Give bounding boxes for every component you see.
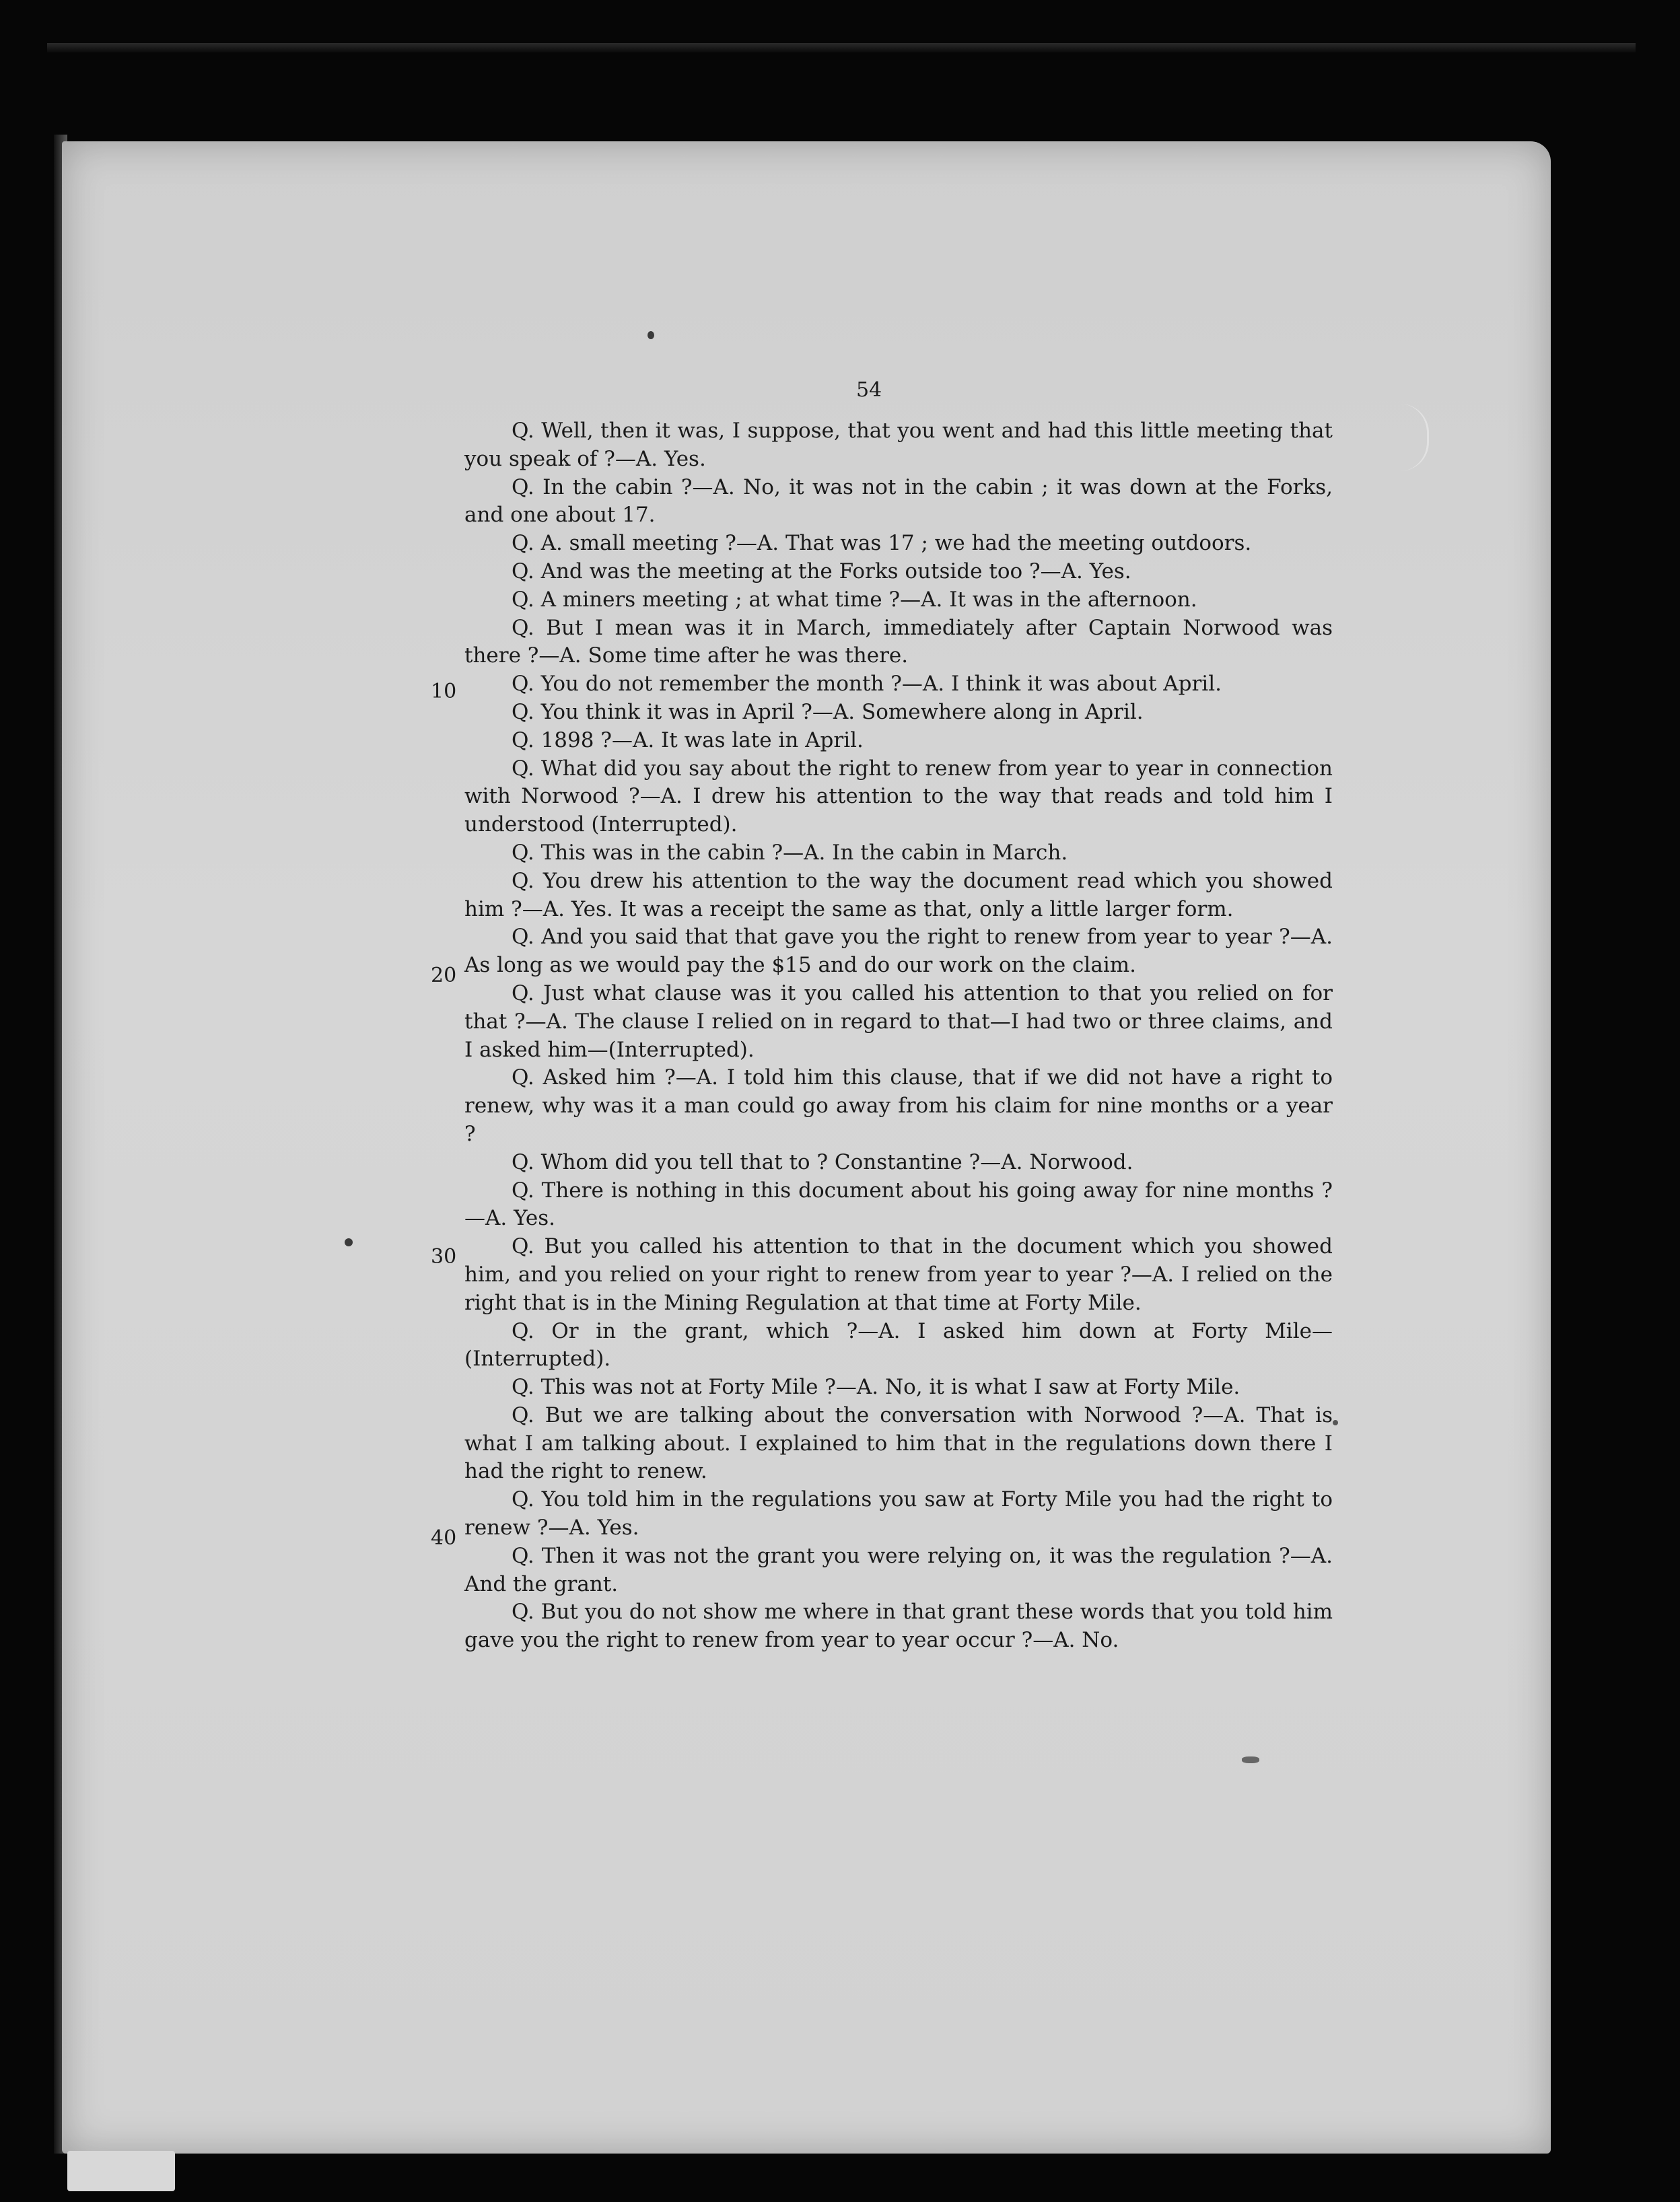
paragraph: Q. Asked him ?—A. I told him this clause, that if we did not have a right to renew, why was it a man could go away from his claim for nine months or a year ? (464, 1065, 1333, 1146)
scan-corner-mark (67, 2151, 175, 2191)
paragraph: Q. Whom did you tell that to ? Constantine ?—A. Norwood. (512, 1149, 1133, 1174)
line-number-20: 20 (431, 964, 457, 987)
paragraph: Q. What did you say about the right to renew from year to year in connection with Norwood ?—A. I drew his attention to the way that reads and told him I understood (Interrupted). (464, 756, 1333, 837)
paragraph: Q. And was the meeting at the Forks outside too ?—A. Yes. (512, 559, 1131, 583)
paragraph: Q. But we are talking about the conversation with Norwood ?—A. That is what I am talking about. I explained to him that in the regulations down there I had the right to renew. (464, 1402, 1333, 1484)
paragraph: Q. And you said that that gave you the right to renew from year to year ?—A. As long as we would pay the $15 and do our work on the claim. (464, 925, 1333, 978)
ink-spot (648, 331, 654, 339)
paragraph: Q. You do not remember the month ?—A. I think it was about April. (512, 672, 1222, 697)
paragraph: Q. In the cabin ?—A. No, it was not in the cabin ; it was down at the Forks, and one about 17. (464, 474, 1333, 528)
line-number-30: 30 (431, 1245, 457, 1269)
paragraph: Q. Just what clause was it you called his attention to that you relied on for that ?—A. The clause I relied on in regard to that—I had two or three claims, and I asked him—(Interrupted). (464, 981, 1333, 1062)
paragraph: Q. But you do not show me where in that grant these words that you told him gave you the right to renew from year to year occur ?—A. No. (464, 1600, 1333, 1653)
paragraph: Q. You drew his attention to the way the document read which you showed him ?—A. Yes. It was a receipt the same as that, only a little larger form. (464, 868, 1333, 921)
paragraph: Q. But you called his attention to that in the document which you showed him, and you relied on your right to renew from year to year ?—A. I relied on the right that is in the Mining Regulation at that time at Forty Mile. (464, 1234, 1333, 1315)
paragraph: Q. You think it was in April ?—A. Somewhere along in April. (512, 699, 1144, 724)
ink-spot (1333, 1420, 1338, 1425)
ink-spot (345, 1238, 353, 1246)
paragraph: Q. A miners meeting ; at what time ?—A. It was in the afternoon. (512, 587, 1197, 612)
scan-top-edge (47, 43, 1636, 52)
ink-spot (1242, 1756, 1259, 1763)
paragraph: Q. This was in the cabin ?—A. In the cabin in March. (512, 840, 1068, 865)
paragraph: Q. 1898 ?—A. It was late in April. (512, 727, 864, 752)
paragraph: Q. Then it was not the grant you were relying on, it was the regulation ?—A. And the grant. (464, 1543, 1333, 1596)
paragraph: Q. Or in the grant, which ?—A. I asked him down at Forty Mile—(Interrupted). (464, 1318, 1333, 1372)
line-number-10: 10 (431, 680, 457, 703)
paragraph: Q. This was not at Forty Mile ?—A. No, it is what I saw at Forty Mile. (512, 1375, 1240, 1400)
paragraph: Q. There is nothing in this document about his going away for nine months ?—A. Yes. (464, 1178, 1333, 1231)
paragraph: Q. A. small meeting ?—A. That was 17 ; we had the meeting outdoors. (512, 531, 1252, 556)
page-number: 54 (856, 378, 882, 402)
line-number-40: 40 (431, 1526, 457, 1550)
testimony-text (464, 417, 1333, 1655)
paragraph: Q. But I mean was it in March, immediately after Captain Norwood was there ?—A. Some time after he was there. (464, 615, 1333, 668)
paragraph: Q. Well, then it was, I suppose, that you went and had this little meeting that you speak of ?—A. Yes. (464, 419, 1333, 471)
paragraph: Q. You told him in the regulations you saw at Forty Mile you had the right to renew ?—A. Yes. (464, 1487, 1333, 1540)
